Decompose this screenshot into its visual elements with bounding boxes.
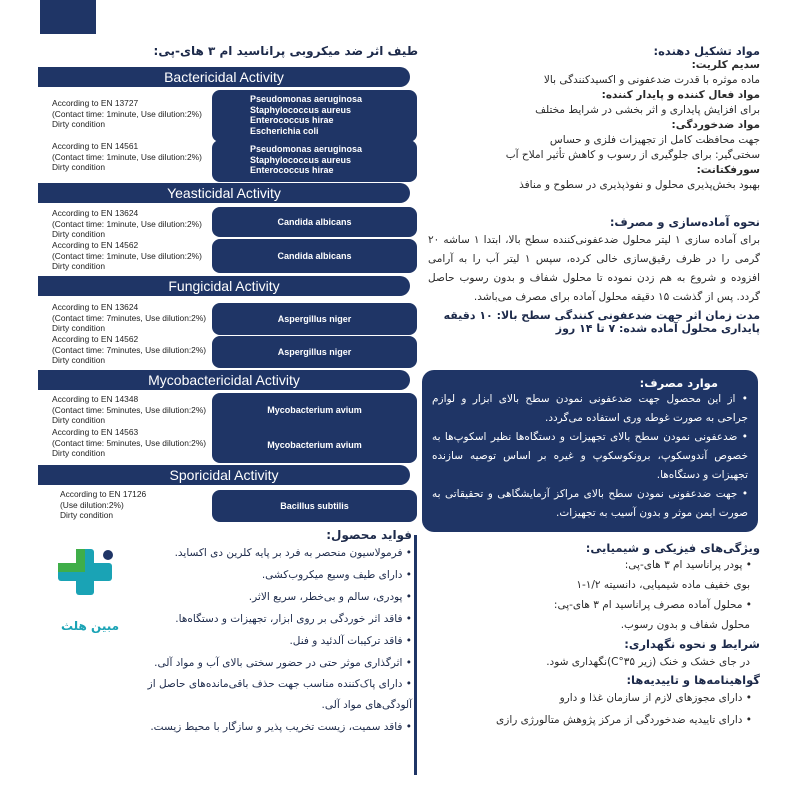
list-item: • از این محصول جهت ضدعفونی نمودن سطح بالای ابزار و لوازم جراحی به صورت غوطه وری استفاده می‌گردد. <box>432 393 748 424</box>
organism-box: Aspergillus niger <box>212 336 417 368</box>
test-standard: According to EN 13727 (Contact time: 1minute, Use dilution:2%) Dirty condition <box>52 98 202 129</box>
uses-title: موارد مصرف: <box>639 376 718 390</box>
organism-box: Pseudomonas aeruginosa Staphylococcus aureus Enterococcus hirae <box>212 140 417 182</box>
organism-box-pair: Mycobacterium avium Mycobacterium avium <box>212 393 417 463</box>
test-standard: According to EN 14562 (Contact time: 1minute, Use dilution:2%) Dirty condition <box>52 240 202 271</box>
organism-box: Bacillus subtilis <box>212 490 417 522</box>
organism-box: Pseudomonas aeruginosa Staphylococcus aureus Enterococcus hirae Escherichia coli <box>212 90 417 142</box>
properties-section: ویژگی‌های فیزیکی و شیمیایی: • پودر پراناسید ام ۳ های-پی: بوی خفیف ماده شیمیایی، دانسیته ۱/۲-۱ • محلول آماده مصرف پراناسید ام ۳ های-پی: محلول شفاف و بدون رسوب. شرایط و نحوه نگهداری: در جای خشک و خنک (زیر ۳۵°C)نگهداری شود. گواهینامه‌ها و تاییدیه‌ها: • دارای مجوزهای لازم از سازمان غذا و دارو • دارای تاییدیه ضدخوردگی از مرکز پژوهش متالورژی رازی <box>496 541 760 726</box>
test-standard: According to EN 17126 (Use dilution:2%) Dirty condition <box>60 489 147 520</box>
plus-cross-logo-icon <box>50 545 130 615</box>
benefits-title: فواید محصول: <box>326 528 412 542</box>
list-item: • اثرگذاری موثر حتی در حضور سختی بالای آب و مواد آلی. <box>154 657 412 669</box>
section-bar-bactericidal: Bactericidal Activity <box>38 67 410 87</box>
benefits-section <box>130 528 412 738</box>
test-standard: According to EN 13624 (Contact time: 7minutes, Use dilution:2%) Dirty condition <box>52 302 207 333</box>
section-bar-sporicidal: Sporicidal Activity <box>38 465 410 485</box>
test-standard: According to EN 14562 (Contact time: 7minutes, Use dilution:2%) Dirty condition <box>52 334 207 365</box>
spectrum-title: طیف اثر ضد میکروبی پراناسید ام ۳ های-پی: <box>153 44 418 58</box>
test-standard: According to EN 13624 (Contact time: 1minute, Use dilution:2%) Dirty condition <box>52 208 202 239</box>
header-tab <box>40 0 96 34</box>
section-bar-mycobactericidal: Mycobactericidal Activity <box>38 370 410 390</box>
uses-box <box>422 370 758 532</box>
test-standard: According to EN 14348 (Contact time: 5minutes, Use dilution:2%) Dirty condition <box>52 394 207 425</box>
composition-title: مواد تشکیل دهنده: <box>653 44 760 58</box>
test-standard: According to EN 14561 (Contact time: 1minute, Use dilution:2%) Dirty condition <box>52 141 202 172</box>
list-item: • فاقد اثر خوردگی بر روی ابزار، تجهیزات و دستگاه‌ها. <box>175 613 412 625</box>
preparation-title: نحوه آماده‌سازی و مصرف: <box>609 215 760 229</box>
organism-box: Aspergillus niger <box>212 303 417 335</box>
preparation-section: نحوه آماده‌سازی و مصرف: برای آماده سازی ۱ لیتر محلول ضدعفونی‌کننده سطح بالا، ابتدا ۱ ساشه ۲۰ گرمی را در ظرف رقیق‌سازی خالی کرده، سپس ۱ لیتر آب را به آرامی افزوده و شروع به هم زدن نموده تا محلول شفاف و بدون رسوب حاصل گردد. پس از گذشت ۱۵ دقیقه محلول آماده برای مصرف می‌باشد. مدت زمان اثر جهت ضدعفونی کنندگی سطح بالا: ۱۰ دقیقه پایداری محلول آماده شده: ۷ تا ۱۴ روز <box>428 215 761 335</box>
mobin-health-logo: مبین هلث <box>50 545 130 635</box>
list-item: • فرمولاسیون منحصر به فرد بر پایه کلرین دی اکساید. <box>174 547 412 559</box>
section-bar-yeasticidal: Yeasticidal Activity <box>38 183 410 203</box>
composition-section: مواد تشکیل دهنده: سدیم کلریت: ماده موثره با قدرت ضدعفونی و اکسیدکنندگی بالا مواد فعال کننده و پایدار کننده: برای افزایش پایداری و اثر بخشی در شرایط مختلف مواد ضدخوردگی: جهت محافظت کامل از تجهیزات فلزی و حساس سختی‌گیر: برای جلوگیری از رسوب و کاهش تأثیر املاح آب سورفکتانت: بهبود بخش‌پذیری محلول و نفوذپذیری در سطوح و منافذ <box>428 44 760 193</box>
list-item: • ضدعفونی نمودن سطح بالای تجهیزات و دستگاه‌ها نظیر اسکوپ‌ها به خصوص آندوسکوپ، برونکوسکوپ و غیره بر اساس توصیه سازنده تجهیزات و دستگاه‌ها. <box>432 431 748 481</box>
organism-box: Candida albicans <box>212 239 417 273</box>
list-item: • فاقد ترکیبات آلدئید و فنل. <box>289 635 412 647</box>
test-standard: According to EN 14563 (Contact time: 5minutes, Use dilution:2%) Dirty condition <box>52 427 207 458</box>
list-item: • دارای طیف وسیع میکروب‌کشی. <box>261 569 412 581</box>
divider <box>414 535 417 775</box>
list-item: • پودری، سالم و بی‌خطر، سریع الاثر. <box>248 591 412 603</box>
section-bar-fungicidal: Fungicidal Activity <box>38 276 410 296</box>
list-item: • جهت ضدعفونی نمودن سطح بالای مراکز آزمایشگاهی و تحقیقاتی به صورت ایمن موثر و بدون آسیب به تجهیزات. <box>432 488 749 519</box>
list-item: • فاقد سمیت، زیست تخریب پذیر و سازگار با محیط زیست. <box>150 721 412 733</box>
list-item: • دارای پاک‌کننده مناسب جهت حذف باقی‌مانده‌های حاصل از آلودگی‌های مواد آلی. <box>147 678 412 711</box>
organism-box: Candida albicans <box>212 207 417 237</box>
